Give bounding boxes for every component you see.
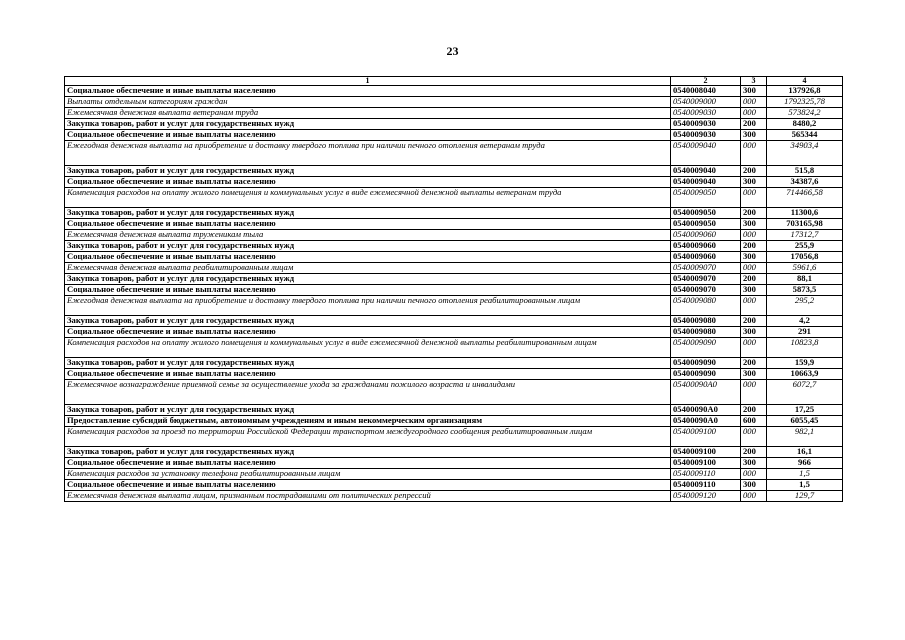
row-expense-type: 000 [741, 338, 767, 358]
row-name: Закупка товаров, работ и услуг для государственных нужд [65, 274, 671, 285]
row-amount: 966 [767, 458, 843, 469]
row-amount: 10663,9 [767, 369, 843, 380]
table-row [65, 338, 843, 358]
header-col-4: 4 [767, 77, 843, 86]
row-code: 05400090А0 [671, 405, 741, 416]
row-code: 0540009070 [671, 285, 741, 296]
row-code: 0540009090 [671, 338, 741, 358]
row-amount: 16,1 [767, 447, 843, 458]
page-number: 23 [446, 44, 459, 58]
header-col-1: 1 [65, 77, 671, 86]
row-name: Социальное обеспечение и иные выплаты населению [65, 130, 671, 141]
row-code: 0540009060 [671, 252, 741, 263]
row-amount: 137926,8 [767, 86, 843, 97]
row-amount: 6055,45 [767, 416, 843, 427]
row-code: 0540009070 [671, 263, 741, 274]
table-row [65, 480, 843, 491]
table-row [65, 130, 843, 141]
table-row [65, 166, 843, 177]
row-amount: 255,9 [767, 241, 843, 252]
row-code: 05400090А0 [671, 416, 741, 427]
table-row [65, 427, 843, 447]
table-header-row [65, 77, 843, 86]
table-row [65, 447, 843, 458]
row-name: Закупка товаров, работ и услуг для государственных нужд [65, 208, 671, 219]
row-amount: 5961,6 [767, 263, 843, 274]
row-expense-type: 300 [741, 130, 767, 141]
row-code: 0540009090 [671, 369, 741, 380]
row-name: Ежемесячная денежная выплата реабилитированным лицам [65, 263, 671, 274]
table-row [65, 252, 843, 263]
table-row [65, 188, 843, 208]
row-expense-type: 200 [741, 166, 767, 177]
table-row [65, 263, 843, 274]
row-amount: 295,2 [767, 296, 843, 316]
row-expense-type: 300 [741, 369, 767, 380]
row-code: 0540009030 [671, 130, 741, 141]
table-row [65, 285, 843, 296]
row-amount: 17056,8 [767, 252, 843, 263]
row-expense-type: 200 [741, 241, 767, 252]
row-amount: 17,25 [767, 405, 843, 416]
table-row [65, 491, 843, 502]
row-expense-type: 300 [741, 327, 767, 338]
row-code: 0540009080 [671, 316, 741, 327]
row-code: 0540009100 [671, 447, 741, 458]
row-name: Закупка товаров, работ и услуг для государственных нужд [65, 241, 671, 252]
row-code: 0540009050 [671, 188, 741, 208]
row-name: Ежемесячная денежная выплата лицам, признанным пострадавшими от политических репрессий [65, 491, 671, 502]
table-row [65, 274, 843, 285]
row-name: Ежемесячное вознаграждение приемной семье за осуществление ухода за гражданами пожилого возраста и инвалидами [65, 380, 671, 405]
row-amount: 34903,4 [767, 141, 843, 166]
row-name: Социальное обеспечение и иные выплаты населению [65, 285, 671, 296]
row-name: Закупка товаров, работ и услуг для государственных нужд [65, 405, 671, 416]
table-row [65, 241, 843, 252]
row-code: 0540009030 [671, 119, 741, 130]
row-code: 0540009060 [671, 230, 741, 241]
row-code: 0540009060 [671, 241, 741, 252]
row-expense-type: 300 [741, 252, 767, 263]
row-name: Компенсация расходов за установку телефона реабилитированным лицам [65, 469, 671, 480]
table-row [65, 141, 843, 166]
row-code: 0540009050 [671, 219, 741, 230]
row-name: Компенсация расходов за проезд по территории Российской Федерации транспортом междугородного сообщения реабилитированным лицам [65, 427, 671, 447]
row-name: Предоставление субсидий бюджетным, автономным учреждениям и иным некоммерческим организациям [65, 416, 671, 427]
row-expense-type: 000 [741, 296, 767, 316]
row-code: 0540009040 [671, 141, 741, 166]
row-expense-type: 200 [741, 405, 767, 416]
row-amount: 982,1 [767, 427, 843, 447]
row-amount: 10823,8 [767, 338, 843, 358]
row-expense-type: 300 [741, 480, 767, 491]
row-expense-type: 000 [741, 263, 767, 274]
header-col-3: 3 [741, 77, 767, 86]
row-name: Социальное обеспечение и иные выплаты населению [65, 86, 671, 97]
table-row [65, 230, 843, 241]
budget-table [64, 76, 843, 502]
row-code: 0540009120 [671, 491, 741, 502]
table-row [65, 316, 843, 327]
table-row [65, 219, 843, 230]
row-amount: 565344 [767, 130, 843, 141]
row-amount: 11300,6 [767, 208, 843, 219]
row-code: 0540009050 [671, 208, 741, 219]
row-code: 0540009080 [671, 327, 741, 338]
row-name: Социальное обеспечение и иные выплаты населению [65, 458, 671, 469]
header-col-2: 2 [671, 77, 741, 86]
row-code: 0540009090 [671, 358, 741, 369]
row-amount: 1792325,78 [767, 97, 843, 108]
table-row [65, 405, 843, 416]
table-body [65, 86, 843, 502]
row-amount: 129,7 [767, 491, 843, 502]
row-code: 0540009110 [671, 480, 741, 491]
row-expense-type: 000 [741, 427, 767, 447]
row-expense-type: 200 [741, 274, 767, 285]
row-amount: 714466,58 [767, 188, 843, 208]
table-row [65, 119, 843, 130]
row-expense-type: 600 [741, 416, 767, 427]
row-name: Компенсация расходов на оплату жилого помещения и коммунальных услуг в виде ежемесячной денежной выплаты реабилитированным лицам [65, 338, 671, 358]
table-row [65, 380, 843, 405]
row-expense-type: 000 [741, 141, 767, 166]
row-amount: 291 [767, 327, 843, 338]
row-code: 0540009100 [671, 458, 741, 469]
row-amount: 5873,5 [767, 285, 843, 296]
row-name: Социальное обеспечение и иные выплаты населению [65, 252, 671, 263]
row-name: Закупка товаров, работ и услуг для государственных нужд [65, 447, 671, 458]
row-amount: 34387,6 [767, 177, 843, 188]
row-expense-type: 300 [741, 458, 767, 469]
row-amount: 17312,7 [767, 230, 843, 241]
row-code: 0540009100 [671, 427, 741, 447]
row-amount: 515,8 [767, 166, 843, 177]
row-amount: 4,2 [767, 316, 843, 327]
row-name: Компенсация расходов на оплату жилого помещения и коммунальных услуг в виде ежемесячной денежной выплаты ветеранам труда [65, 188, 671, 208]
row-expense-type: 200 [741, 119, 767, 130]
table-row [65, 296, 843, 316]
row-code: 0540009070 [671, 274, 741, 285]
row-name: Социальное обеспечение и иные выплаты населению [65, 480, 671, 491]
row-code: 0540009000 [671, 97, 741, 108]
table-row [65, 177, 843, 188]
row-expense-type: 200 [741, 358, 767, 369]
row-code: 0540009040 [671, 166, 741, 177]
row-amount: 1,5 [767, 469, 843, 480]
row-name: Закупка товаров, работ и услуг для государственных нужд [65, 166, 671, 177]
row-expense-type: 300 [741, 219, 767, 230]
table-row [65, 358, 843, 369]
row-expense-type: 000 [741, 188, 767, 208]
row-expense-type: 200 [741, 447, 767, 458]
row-name: Ежегодная денежная выплата на приобретение и доставку твердого топлива при наличии печного отопления реабилитированным лицам [65, 296, 671, 316]
row-expense-type: 300 [741, 285, 767, 296]
row-expense-type: 300 [741, 177, 767, 188]
table-row [65, 97, 843, 108]
row-code: 05400090А0 [671, 380, 741, 405]
row-expense-type: 000 [741, 230, 767, 241]
table-row [65, 369, 843, 380]
row-expense-type: 000 [741, 108, 767, 119]
row-code: 0540009080 [671, 296, 741, 316]
row-amount: 573824,2 [767, 108, 843, 119]
row-name: Закупка товаров, работ и услуг для государственных нужд [65, 316, 671, 327]
row-expense-type: 300 [741, 86, 767, 97]
row-name: Закупка товаров, работ и услуг для государственных нужд [65, 119, 671, 130]
row-name: Выплаты отдельным категориям граждан [65, 97, 671, 108]
row-expense-type: 000 [741, 380, 767, 405]
table-row [65, 469, 843, 480]
row-amount: 703165,98 [767, 219, 843, 230]
table-row [65, 108, 843, 119]
row-amount: 88,1 [767, 274, 843, 285]
row-amount: 6072,7 [767, 380, 843, 405]
row-name: Социальное обеспечение и иные выплаты населению [65, 177, 671, 188]
row-expense-type: 200 [741, 316, 767, 327]
row-amount: 159,9 [767, 358, 843, 369]
row-expense-type: 000 [741, 491, 767, 502]
row-expense-type: 200 [741, 208, 767, 219]
row-expense-type: 000 [741, 97, 767, 108]
row-expense-type: 000 [741, 469, 767, 480]
table-row [65, 327, 843, 338]
row-name: Социальное обеспечение и иные выплаты населению [65, 369, 671, 380]
row-amount: 1,5 [767, 480, 843, 491]
table-row [65, 416, 843, 427]
row-name: Ежегодная денежная выплата на приобретение и доставку твердого топлива при наличии печного отопления ветеранам труда [65, 141, 671, 166]
table-row [65, 86, 843, 97]
row-name: Социальное обеспечение и иные выплаты населению [65, 219, 671, 230]
row-name: Социальное обеспечение и иные выплаты населению [65, 327, 671, 338]
row-name: Ежемесячная денежная выплата труженикам тыла [65, 230, 671, 241]
row-code: 0540009110 [671, 469, 741, 480]
row-code: 0540008040 [671, 86, 741, 97]
row-name: Закупка товаров, работ и услуг для государственных нужд [65, 358, 671, 369]
row-name: Ежемесячная денежная выплата ветеранам труда [65, 108, 671, 119]
row-amount: 8480,2 [767, 119, 843, 130]
table-row [65, 208, 843, 219]
row-code: 0540009040 [671, 177, 741, 188]
row-code: 0540009030 [671, 108, 741, 119]
table-row [65, 458, 843, 469]
